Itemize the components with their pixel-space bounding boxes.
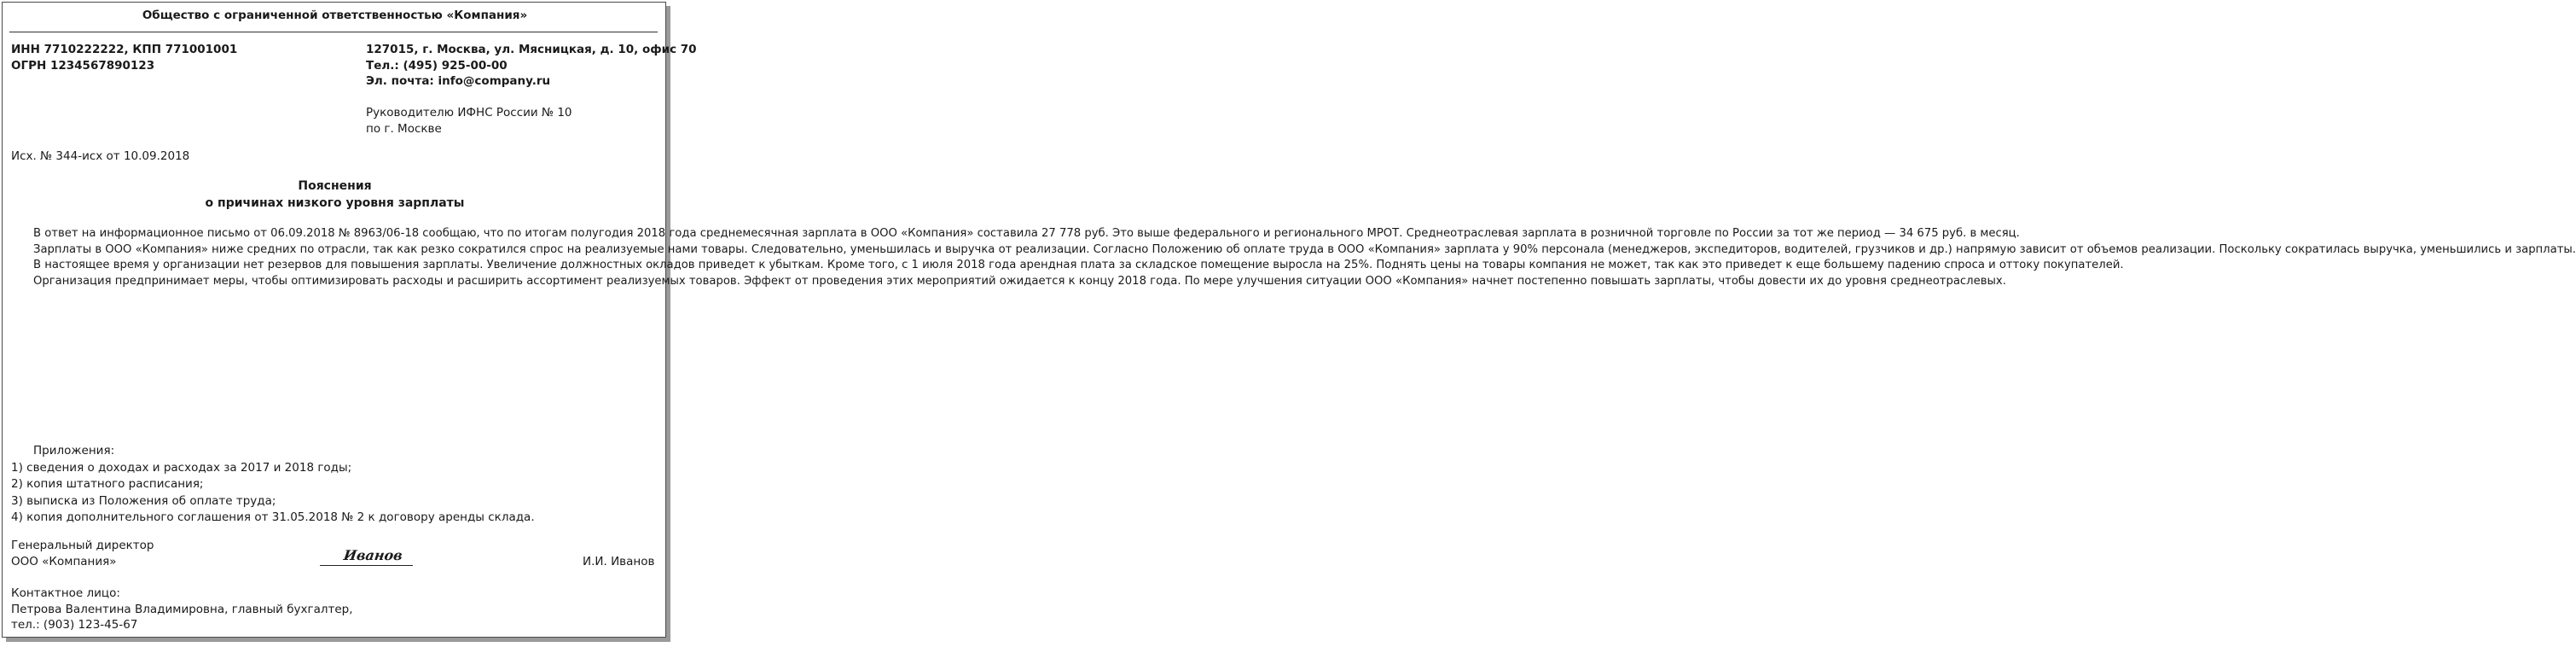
title-line-2: о причинах низкого уровня зарплаты: [205, 196, 465, 210]
paragraph: В настоящее время у организации нет резервов для повышения зарплаты. Увеличение должностных окладов приведет к убыткам. Кроме того, с 1 июля 2018 года арендная плата за складское помещение выросла на 25%. Поднять цены на товары компания не может, так как это приведет к еще большему падению спроса и оттоку покупателей.: [33, 259, 2124, 272]
inn-kpp: ИНН 7710222222, КПП 771001001: [11, 43, 238, 56]
signature-line: [320, 565, 413, 566]
contact-label: Контактное лицо:: [11, 586, 120, 600]
attachments-heading: Приложения:: [33, 444, 115, 458]
address: 127015, г. Москва, ул. Мясницкая, д. 10, офис 70: [366, 43, 697, 56]
signatory-company: ООО «Компания»: [11, 554, 117, 568]
handwritten-signature: Иванов: [342, 547, 404, 563]
organization-name: Общество с ограниченной ответственностью «Компания»: [142, 9, 528, 22]
attachment-item: 3) выписка из Положения об оплате труда;: [11, 493, 276, 508]
signatory-name: И.И. Иванов: [583, 555, 655, 568]
attachment-item: 1) сведения о доходах и расходах за 2017 и 2018 годы;: [11, 460, 352, 475]
contact-block: [11, 586, 353, 633]
contact-person: Петрова Валентина Владимировна, главный бухгалтер,: [11, 602, 353, 616]
contact-phone: тел.: (903) 123-45-67: [11, 618, 138, 632]
header-requisites: [11, 42, 237, 73]
ogrn: ОГРН 1234567890123: [11, 58, 155, 73]
header-contacts: [366, 42, 697, 90]
attachments-list: [11, 443, 535, 527]
phone: Тел.: (495) 925-00-00: [366, 58, 508, 73]
outgoing-number: Исх. № 344-исх от 10.09.2018: [11, 149, 190, 163]
signatory-block: [11, 538, 154, 569]
paragraph: Зарплаты в ООО «Компания» ниже средних по отрасли, так как резко сократился спрос на реализуемые нами товары. Следовательно, уменьшилась и выручка от реализации. Согласно Положению об оплате труда в ООО «Компания» зарплата у 90% персонала (менеджеров, экспедиторов, водителей, грузчиков и др.) напрямую зависит от объемов реализации. Поскольку сократилась выручка, уменьшились и зарплаты.: [33, 242, 2576, 256]
recipient-block: [366, 105, 572, 137]
attachment-item: 4) копия дополнительного соглашения от 31.05.2018 № 2 к договору аренды склада.: [11, 510, 535, 525]
email: Эл. почта: info@company.ru: [366, 74, 551, 88]
recipient-line-2: по г. Москве: [366, 121, 442, 136]
signatory-position: Генеральный директор: [11, 539, 154, 552]
paragraph: В ответ на информационное письмо от 06.09.2018 № 8963/06-18 сообщаю, что по итогам полугодия 2018 года среднемесячная зарплата в ООО «Компания» составила 27 778 руб. Это выше федерального и регионального МРОТ. Среднеотраслевая зарплата в розничной торговле по России за тот же период — 34 675 руб. в месяц.: [33, 227, 2020, 240]
title-line-1: Пояснения: [298, 179, 372, 193]
recipient-line-1: Руководителю ИФНС России № 10: [366, 106, 572, 119]
paragraph: Организация предпринимает меры, чтобы оптимизировать расходы и расширить ассортимент реализуемых товаров. Эффект от проведения этих мероприятий ожидается к концу 2018 года. По мере улучшения ситуации ООО «Компания» начнет постепенно повышать зарплаты, чтобы довести их до уровня среднеотраслевых.: [33, 274, 2006, 288]
document-page: [2, 2, 2576, 638]
letter-body: [11, 226, 2576, 289]
attachment-item: 2) копия штатного расписания;: [11, 477, 204, 492]
document-title: [3, 178, 667, 212]
